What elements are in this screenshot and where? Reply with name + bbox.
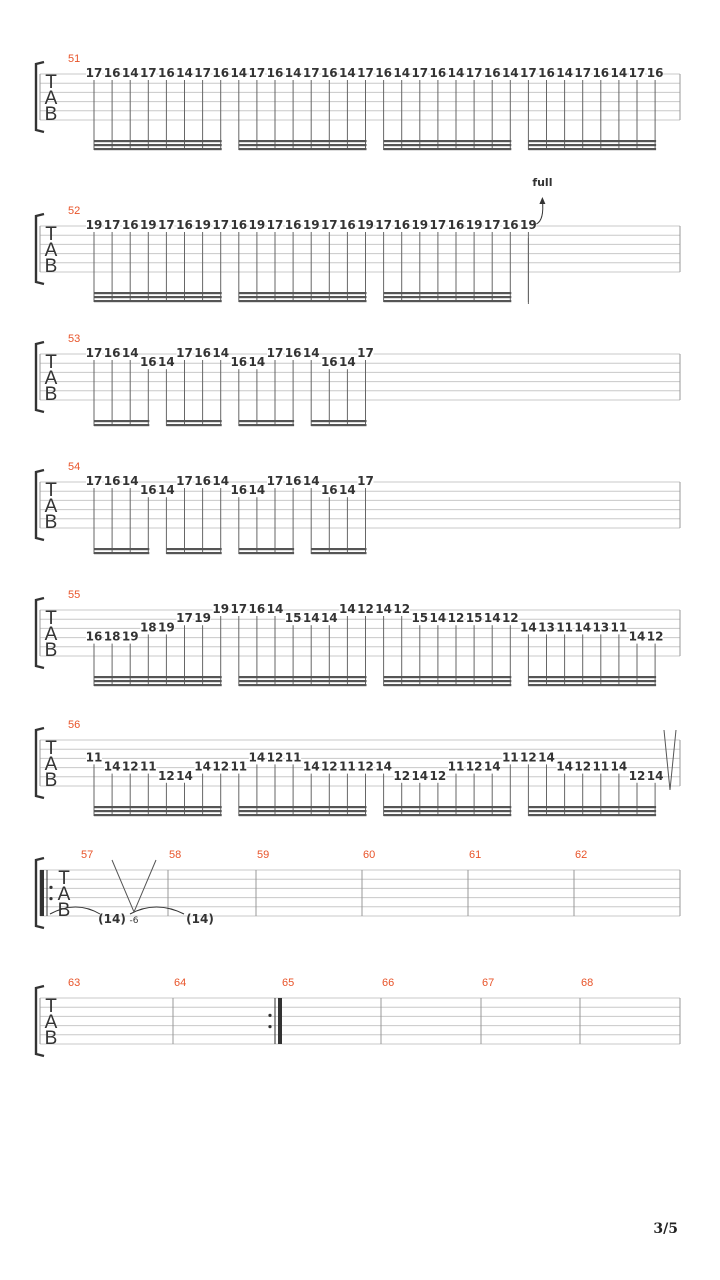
fret-number: 16 [158, 66, 175, 80]
measure-number: 63 [68, 977, 81, 989]
repeat-thick-bar [40, 870, 44, 916]
fret-number: 14 [158, 483, 175, 498]
note-beam [311, 552, 366, 554]
fret-number: 16 [194, 346, 211, 360]
fret-number: 17 [266, 218, 284, 232]
fret-number: 16 [447, 218, 465, 232]
note-beam [528, 148, 656, 150]
fret-number: 11 [447, 759, 465, 774]
repeat-dot [49, 897, 52, 900]
fret-number: 17 [302, 66, 320, 80]
note-beam [166, 420, 221, 422]
tail-mark: -6 [129, 916, 139, 926]
measure-number: 62 [575, 849, 588, 861]
fret-number: 17 [176, 346, 193, 360]
note-beam [384, 680, 512, 682]
fret-number: 16 [320, 66, 338, 80]
tab-clef-t: T [45, 352, 57, 373]
bend-label: full [532, 176, 553, 189]
note-beam [94, 810, 222, 812]
bend-arrow [539, 197, 545, 204]
fret-number: 14 [121, 66, 139, 80]
fret-number: 17 [103, 218, 121, 232]
fret-number: 17 [357, 346, 374, 360]
fret-number: 14 [538, 750, 555, 765]
tab-clef-a: A [44, 624, 58, 645]
fret-number: 14 [284, 66, 302, 80]
fret-number: 17 [465, 66, 483, 80]
note-beam [94, 140, 222, 142]
slide-mark [664, 730, 676, 790]
fret-number: 14 [302, 346, 320, 360]
note-beam [384, 806, 512, 808]
repeat-thick-bar [278, 998, 282, 1044]
fret-number: 14 [339, 483, 356, 498]
fret-number: 14 [121, 474, 139, 488]
fret-number: 14 [393, 66, 411, 80]
note-beam [239, 548, 294, 550]
fret-number: 19 [465, 218, 483, 232]
fret-number: 14 [375, 759, 392, 774]
fret-number: 14 [411, 768, 429, 783]
fret-number: 11 [592, 759, 610, 774]
measure-number: 53 [68, 333, 81, 345]
staff-system-8 [36, 977, 680, 1056]
fret-number: 12 [393, 768, 411, 783]
fret-number: 14 [302, 611, 320, 626]
tab-clef-a: A [44, 88, 58, 109]
fret-number: 14 [556, 759, 573, 774]
note-beam [94, 548, 149, 550]
note-beam [239, 296, 367, 298]
fret-number: 11 [610, 620, 628, 635]
fret-number: 14 [248, 750, 266, 765]
staff-system-2 [36, 176, 680, 304]
tab-clef-a: A [44, 496, 58, 517]
fret-number: 14 [429, 611, 447, 626]
fret-number: 11 [501, 750, 519, 765]
fret-number: 17 [429, 218, 447, 232]
fret-number: 14 [628, 629, 646, 644]
fret-number: 14 [556, 66, 573, 80]
fret-number: 16 [139, 355, 157, 370]
fret-number: 18 [139, 620, 157, 635]
tab-clef-b: B [44, 512, 58, 533]
fret-number: 12 [357, 602, 374, 616]
ghost-note: (14) [98, 912, 126, 926]
note-beam [384, 300, 512, 302]
tab-clef-b: B [57, 900, 71, 921]
fret-number: 14 [646, 768, 664, 783]
fret-number: 12 [320, 759, 338, 774]
note-beam [528, 140, 656, 142]
note-beam [239, 806, 367, 808]
fret-number: 16 [103, 474, 121, 488]
note-beam [528, 144, 656, 146]
fret-number: 16 [121, 218, 139, 232]
note-beam [384, 140, 512, 142]
note-beam [239, 300, 367, 302]
measure-number: 67 [482, 977, 495, 989]
page-number: 3/5 [653, 1221, 678, 1237]
note-beam [94, 144, 222, 146]
staff-system-4 [36, 461, 680, 554]
fret-number: 17 [248, 66, 266, 80]
fret-number: 12 [520, 750, 537, 765]
fret-number: 19 [194, 611, 211, 626]
note-beam [239, 676, 367, 678]
fret-number: 16 [85, 629, 103, 644]
staff-system-5 [36, 589, 680, 686]
tab-clef-b: B [44, 1028, 58, 1049]
fret-number: 17 [266, 346, 284, 360]
fret-number: 14 [248, 483, 266, 498]
fret-number: 14 [483, 611, 501, 626]
measure-number: 65 [282, 977, 295, 989]
fret-number: 17 [85, 66, 103, 80]
measure-number: 64 [174, 977, 187, 989]
fret-number: 19 [139, 218, 157, 232]
note-beam [94, 684, 222, 686]
tab-clef-a: A [44, 240, 58, 261]
fret-number: 18 [103, 629, 121, 644]
fret-number: 11 [85, 750, 103, 765]
note-beam [166, 552, 221, 554]
note-beam [239, 552, 294, 554]
fret-number: 14 [339, 602, 356, 616]
fret-number: 14 [176, 768, 193, 783]
fret-number: 14 [483, 759, 501, 774]
tie-arc [130, 907, 184, 914]
tab-clef-t: T [45, 480, 57, 501]
note-beam [311, 424, 366, 426]
fret-number: 14 [447, 66, 465, 80]
note-beam [239, 292, 367, 294]
note-beam [94, 148, 222, 150]
fret-number: 17 [357, 66, 374, 80]
fret-number: 16 [592, 66, 610, 80]
fret-number: 19 [212, 602, 230, 616]
fret-number: 12 [429, 768, 447, 783]
fret-number: 16 [501, 218, 519, 232]
note-beam [239, 810, 367, 812]
repeat-dot [268, 1014, 271, 1017]
measure-number: 57 [81, 849, 94, 861]
fret-number: 14 [302, 759, 320, 774]
fret-number: 11 [339, 759, 356, 774]
fret-number: 17 [628, 66, 646, 80]
fret-number: 16 [176, 218, 193, 232]
ghost-note: (14) [186, 912, 214, 926]
fret-number: 12 [501, 611, 519, 626]
tab-clef-t: T [45, 224, 57, 245]
fret-number: 14 [176, 66, 193, 80]
fret-number: 16 [284, 474, 302, 488]
fret-number: 19 [194, 218, 211, 232]
tab-clef-a: A [44, 368, 58, 389]
fret-number: 16 [375, 66, 392, 80]
fret-number: 19 [302, 218, 320, 232]
measure-number: 56 [68, 719, 81, 731]
fret-number: 16 [103, 66, 121, 80]
fret-number: 12 [357, 759, 374, 774]
fret-number: 16 [339, 218, 356, 232]
fret-number: 17 [176, 474, 193, 488]
note-beam [94, 814, 222, 816]
note-beam [94, 300, 222, 302]
fret-number: 16 [230, 483, 248, 498]
note-beam [94, 680, 222, 682]
fret-number: 12 [465, 759, 483, 774]
note-beam [384, 148, 512, 150]
fret-number: 16 [429, 66, 447, 80]
tab-clef-t: T [45, 72, 57, 93]
fret-number: 11 [139, 759, 157, 774]
fret-number: 11 [556, 620, 573, 635]
tab-clef-t: T [45, 738, 57, 759]
note-beam [528, 814, 656, 816]
note-beam [239, 684, 367, 686]
note-beam [384, 810, 512, 812]
fret-number: 12 [447, 611, 465, 626]
note-beam [94, 424, 149, 426]
measure-number: 54 [68, 461, 81, 473]
tab-clef-a: A [57, 884, 71, 905]
fret-number: 13 [592, 620, 610, 635]
fret-number: 15 [465, 611, 483, 626]
fret-number: 19 [158, 620, 175, 635]
fret-number: 12 [574, 759, 592, 774]
fret-number: 14 [266, 602, 284, 616]
note-beam [384, 296, 512, 298]
note-beam [528, 810, 656, 812]
fret-number: 14 [574, 620, 592, 635]
tab-clef-b: B [44, 104, 58, 125]
note-beam [239, 420, 294, 422]
fret-number: 12 [158, 768, 175, 783]
note-beam [94, 552, 149, 554]
fret-number: 19 [411, 218, 429, 232]
fret-number: 16 [284, 218, 302, 232]
note-beam [311, 548, 366, 550]
measure-number: 61 [469, 849, 482, 861]
tab-clef-b: B [44, 384, 58, 405]
fret-number: 17 [320, 218, 338, 232]
fret-number: 17 [266, 474, 284, 488]
fret-number: 16 [320, 483, 338, 498]
fret-number: 14 [302, 474, 320, 488]
fret-number: 12 [266, 750, 284, 765]
note-beam [239, 814, 367, 816]
fret-number: 17 [85, 474, 103, 488]
fret-number: 12 [121, 759, 139, 774]
fret-number: 19 [520, 218, 537, 232]
fret-number: 16 [538, 66, 555, 80]
fret-number: 17 [375, 218, 392, 232]
fret-number: 14 [230, 66, 248, 80]
fret-number: 16 [320, 355, 338, 370]
note-beam [166, 424, 221, 426]
note-beam [239, 680, 367, 682]
fret-number: 14 [520, 620, 537, 635]
fret-number: 17 [357, 474, 374, 488]
note-beam [528, 806, 656, 808]
note-beam [384, 814, 512, 816]
fret-number: 14 [501, 66, 519, 80]
fret-number: 17 [139, 66, 157, 80]
note-beam [384, 676, 512, 678]
slide-mark [112, 860, 156, 912]
note-beam [239, 148, 367, 150]
measure-number: 66 [382, 977, 395, 989]
measure-number: 58 [169, 849, 182, 861]
fret-number: 17 [158, 218, 175, 232]
note-beam [94, 420, 149, 422]
tab-clef-b: B [44, 770, 58, 791]
fret-number: 19 [121, 629, 139, 644]
tab-clef-b: B [44, 256, 58, 277]
fret-number: 17 [520, 66, 537, 80]
fret-number: 15 [284, 611, 302, 626]
fret-number: 14 [339, 66, 356, 80]
fret-number: 16 [266, 66, 284, 80]
note-beam [528, 680, 656, 682]
fret-number: 16 [103, 346, 121, 360]
fret-number: 16 [248, 602, 266, 616]
fret-number: 14 [103, 759, 121, 774]
fret-number: 14 [610, 66, 628, 80]
fret-number: 16 [194, 474, 211, 488]
fret-number: 16 [212, 66, 230, 80]
note-beam [239, 140, 367, 142]
fret-number: 17 [85, 346, 103, 360]
measure-number: 59 [257, 849, 270, 861]
note-beam [528, 684, 656, 686]
fret-number: 16 [646, 66, 664, 80]
fret-number: 14 [375, 602, 392, 616]
fret-number: 12 [646, 629, 664, 644]
tab-clef-t: T [58, 868, 70, 889]
note-beam [94, 292, 222, 294]
note-beam [166, 548, 221, 550]
note-beam [528, 676, 656, 678]
tab-clef-b: B [44, 640, 58, 661]
fret-number: 14 [248, 355, 266, 370]
fret-number: 14 [610, 759, 628, 774]
fret-number: 16 [483, 66, 501, 80]
note-beam [94, 676, 222, 678]
note-beam [384, 292, 512, 294]
fret-number: 17 [574, 66, 592, 80]
fret-number: 17 [483, 218, 501, 232]
note-beam [384, 144, 512, 146]
note-beam [384, 684, 512, 686]
fret-number: 14 [212, 346, 230, 360]
fret-number: 11 [230, 759, 248, 774]
fret-number: 12 [212, 759, 230, 774]
note-beam [239, 144, 367, 146]
repeat-dot [49, 886, 52, 889]
fret-number: 16 [393, 218, 411, 232]
fret-number: 17 [212, 218, 230, 232]
measure-number: 55 [68, 589, 81, 601]
staff-system-7 [36, 849, 680, 928]
fret-number: 12 [393, 602, 411, 616]
repeat-dot [268, 1025, 271, 1028]
fret-number: 19 [357, 218, 374, 232]
fret-number: 14 [194, 759, 211, 774]
note-beam [94, 806, 222, 808]
tab-clef-t: T [45, 996, 57, 1017]
fret-number: 16 [230, 355, 248, 370]
fret-number: 17 [194, 66, 211, 80]
note-beam [94, 296, 222, 298]
fret-number: 17 [230, 602, 248, 616]
fret-number: 11 [284, 750, 302, 765]
note-beam [311, 420, 366, 422]
note-beam [239, 424, 294, 426]
tab-clef-t: T [45, 608, 57, 629]
fret-number: 16 [139, 483, 157, 498]
fret-number: 14 [212, 474, 230, 488]
measure-number: 68 [581, 977, 594, 989]
measure-number: 60 [363, 849, 376, 861]
tab-clef-a: A [44, 754, 58, 775]
fret-number: 16 [230, 218, 248, 232]
fret-number: 19 [248, 218, 266, 232]
fret-number: 17 [176, 611, 193, 626]
fret-number: 14 [158, 355, 175, 370]
fret-number: 16 [284, 346, 302, 360]
staff-system-3 [36, 333, 680, 426]
fret-number: 13 [538, 620, 555, 635]
measure-number: 52 [68, 205, 81, 217]
fret-number: 15 [411, 611, 429, 626]
tab-clef-a: A [44, 1012, 58, 1033]
fret-number: 14 [320, 611, 338, 626]
staff-system-1 [36, 53, 680, 150]
fret-number: 14 [339, 355, 356, 370]
staff-system-6 [36, 719, 680, 816]
measure-number: 51 [68, 53, 81, 65]
fret-number: 17 [411, 66, 429, 80]
fret-number: 19 [85, 218, 103, 232]
fret-number: 12 [628, 768, 646, 783]
fret-number: 14 [121, 346, 139, 360]
